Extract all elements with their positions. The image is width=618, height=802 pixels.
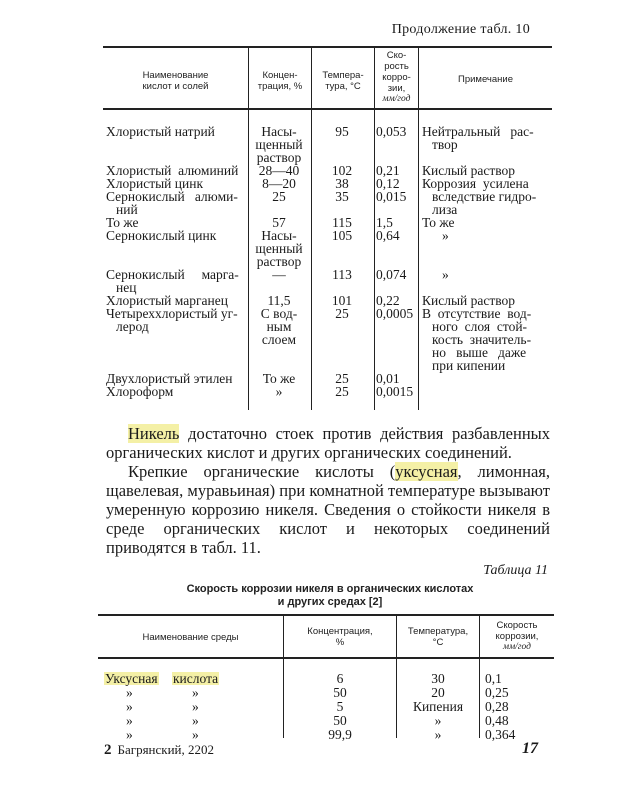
cell-rate: 0,0015 [376,384,414,399]
header-line: Температура, [407,626,469,637]
cell-temp: 25 [335,384,349,399]
table-top-rule [103,46,552,48]
cell-name2: » [192,713,199,728]
cell-conc: раствор [256,150,302,165]
cell-name: Двухлористый этилен [106,371,233,386]
paragraph-text: достаточно стоек против действия разбавленных органических кислот и других органических соединений. [106,424,550,462]
cell-conc: 99,9 [328,727,352,742]
cell-rate: 1,5 [376,215,393,230]
cell-temp: Кипения [412,699,464,714]
cell-rate: 0,1 [485,671,502,686]
cell-temp: 113 [332,267,352,282]
cell-name1: » [126,699,133,714]
cell-rate: 0,12 [376,176,400,191]
cell-conc: 6 [336,671,344,686]
cell-conc: Насы- [261,124,297,139]
cell-temp: 105 [331,228,353,243]
header-line: Наименование [142,70,209,81]
header-temperature [397,626,479,648]
cell-name2: » [192,699,199,714]
table-11-title-line1: Скорость коррозии никеля в органических кислотах [186,583,474,595]
cell-temp: 101 [331,293,353,308]
cell-name: Хлороформ [106,384,174,399]
page-number: 17 [522,740,538,757]
header-line: °С [432,637,444,648]
cell-conc: Насы- [261,228,297,243]
table-11-label: Таблица 11 [483,563,548,578]
header-line: % [335,637,345,648]
header-medium-name: Наименование среды [142,632,239,643]
cell-rate: 0,01 [376,371,400,386]
header-line: зии, [387,83,406,94]
cell-temp: 25 [335,306,349,321]
cell-name2: » [192,685,199,700]
cell-conc: 11,5 [267,293,291,308]
cell-note: ного слоя стой- [432,319,528,334]
paragraph-2 [106,462,550,557]
cell-name2[interactable]: кислота [173,671,219,686]
header-concentration [249,70,311,92]
cell-name: нец [116,280,137,295]
printer-signature [104,742,214,759]
cell-name1[interactable]: Уксусная [105,671,158,686]
cell-temp: » [434,713,442,728]
cell-conc: щенный [255,137,303,152]
cell-note: » [442,228,449,243]
header-line: Концен- [262,70,298,81]
cell-conc: С вод- [260,306,298,321]
cell-note: » [442,267,449,282]
cell-rate: 0,28 [485,699,509,714]
cell-conc: 25 [272,189,286,204]
header-name [103,70,248,92]
header-line: тура, °С [325,81,361,92]
highlighted-term[interactable]: уксусная [395,462,458,481]
cell-conc: » [275,384,283,399]
header-line: коррозии, [495,631,539,642]
table-top-rule [98,614,554,616]
cell-conc: 28—40 [258,163,300,178]
cell-name: Сернокислый алюми- [106,189,238,204]
header-line: трация, % [257,81,303,92]
table-11-title-line2: и других средах [2] [277,596,383,608]
cell-name: То же [106,215,139,230]
header-temperature [312,70,374,92]
cell-name: Хлористый алюминий [106,163,239,178]
cell-conc: — [272,267,286,282]
cell-note: но выше даже [432,345,527,360]
cell-conc: слоем [261,332,297,347]
cell-name: Сернокислый марга- [106,267,239,282]
cell-rate: 0,0005 [376,306,414,321]
cell-conc: щенный [255,241,303,256]
cell-rate: 0,22 [376,293,400,308]
header-line: кислот и солей [142,81,209,92]
header-line: корро- [382,72,411,83]
cell-conc: 5 [336,699,344,714]
cell-temp: 38 [335,176,349,191]
table-continuation-label: Продолжение табл. 10 [391,22,530,37]
column-divider [418,48,419,410]
cell-note: То же [422,215,455,230]
cell-temp: 35 [335,189,349,204]
signature-text: Багрянский, 2202 [117,742,215,757]
cell-name: Хлористый натрий [106,124,215,139]
cell-conc: То же [262,371,296,386]
cell-conc: 57 [272,215,286,230]
cell-rate: 0,48 [485,713,509,728]
cell-note: при кипении [432,358,506,373]
cell-temp: 102 [331,163,353,178]
cell-note: вследствие гидро- [432,189,537,204]
cell-note: Кислый раствор [422,293,516,308]
header-rate [480,620,554,653]
cell-note: Нейтральный рас- [422,124,534,139]
cell-conc: 50 [333,685,347,700]
cell-temp: 25 [335,371,349,386]
header-line: мм/год [382,94,411,104]
cell-name1: » [126,685,133,700]
body-text [106,424,550,557]
cell-note: лиза [432,202,458,217]
cell-rate: 0,364 [485,727,516,742]
cell-rate: 0,64 [376,228,400,243]
cell-name1: » [126,727,133,742]
cell-name2: » [192,727,199,742]
signature-number: 2 [104,742,112,758]
header-concentration [284,626,396,648]
paragraph-text: Крепкие органические кислоты ( [128,462,396,481]
cell-note: твор [432,137,458,152]
header-line: Темпера- [322,70,364,81]
cell-conc: 8—20 [262,176,296,191]
cell-name: Четыреххлористый уг- [106,306,238,321]
cell-rate: 0,015 [376,189,407,204]
cell-temp: » [434,727,442,742]
cell-name: Сернокислый цинк [106,228,217,243]
cell-name: лерод [116,319,149,334]
cell-note: В отсутствие вод- [422,306,532,321]
header-line: рость [384,61,409,72]
paragraph-text: , лимонная, щавелевая, муравьиная) при комнатной температуре вызывают умеренную коррозию никеля. Сведения о стойкости никеля в среде органических кислот и некоторых соединений приводятся в табл. 11. [106,462,550,557]
cell-temp: 30 [431,671,445,686]
cell-rate: 0,21 [376,163,400,178]
highlighted-term[interactable]: Никель [128,424,180,443]
cell-rate: 0,074 [376,267,407,282]
cell-conc: ным [266,319,292,334]
header-line: Скорость [496,620,538,631]
cell-name1: » [126,713,133,728]
cell-name: ний [116,202,138,217]
cell-note: Коррозия усилена [422,176,529,191]
cell-temp: 20 [431,685,445,700]
cell-rate: 0,053 [376,124,407,139]
cell-temp: 115 [332,215,352,230]
cell-conc: 50 [333,713,347,728]
cell-temp: 95 [335,124,349,139]
header-line: мм/год [503,642,531,652]
cell-rate: 0,25 [485,685,509,700]
cell-name: Хлористый марганец [106,293,228,308]
header-note: Примечание [458,74,513,85]
cell-note: Кислый раствор [422,163,516,178]
cell-conc: раствор [256,254,302,269]
header-line: Ско- [386,50,407,61]
table-header-rule [103,108,552,110]
cell-name: Хлористый цинк [106,176,204,191]
table-header-rule [98,657,554,659]
header-line: Концентрация, [307,626,373,637]
cell-note: кость значитель- [432,332,532,347]
paragraph-1 [106,424,550,462]
header-rate [375,50,418,105]
